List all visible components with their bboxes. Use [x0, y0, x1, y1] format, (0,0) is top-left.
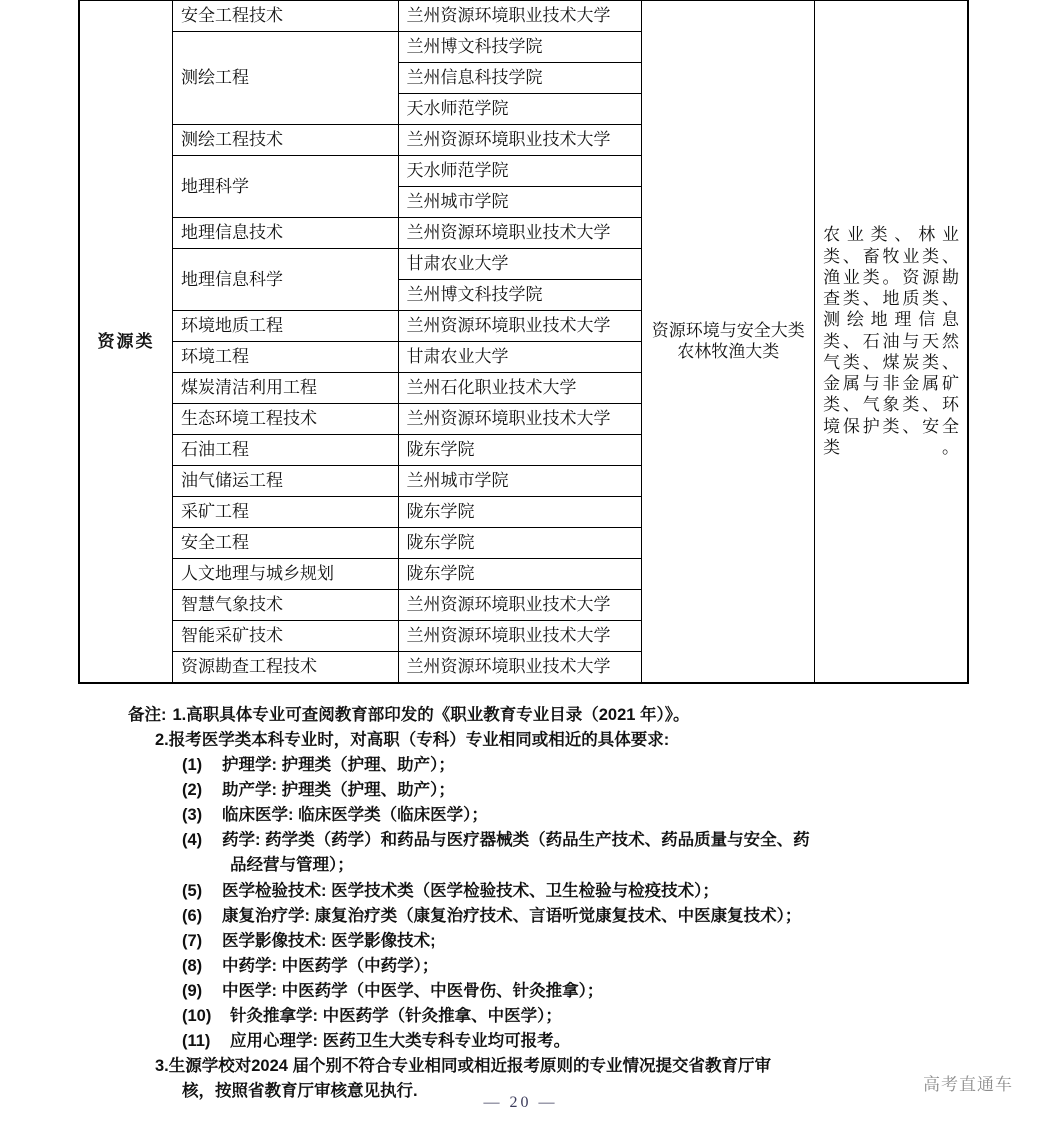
note-sub-item — [182, 828, 1041, 853]
note-sub-item-text: 医学检验技术: 医学技术类（医学检验技术、卫生检验与检疫技术）； — [222, 881, 719, 900]
note-sub-item — [182, 929, 1041, 954]
note-sub-item-index: (11) — [182, 1032, 211, 1051]
note-sub-item-index: (2) — [182, 781, 203, 800]
major-school-table — [78, 0, 969, 684]
school-cell: 甘肃农业大学 — [398, 342, 642, 373]
school-cell: 兰州资源环境职业技术大学 — [398, 404, 642, 435]
school-cell: 兰州资源环境职业技术大学 — [398, 1, 642, 32]
page-number: — 20 — — [483, 1094, 558, 1111]
note-sub-item-index: (3) — [182, 806, 203, 825]
note-sub-item — [182, 979, 1041, 1004]
school-cell: 天水师范学院 — [398, 156, 642, 187]
school-cell: 兰州资源环境职业技术大学 — [398, 311, 642, 342]
school-cell: 兰州资源环境职业技术大学 — [398, 621, 642, 652]
notes-label: 备注: — [128, 706, 167, 724]
note-sub-item-text: 中药学: 中医药学（中药学）； — [222, 956, 439, 975]
category-cell: 资源类 — [79, 1, 172, 683]
school-cell: 陇东学院 — [398, 435, 642, 466]
major-cell: 智能采矿技术 — [172, 621, 398, 652]
major-cell: 生态环境工程技术 — [172, 404, 398, 435]
school-cell: 甘肃农业大学 — [398, 249, 642, 280]
school-cell: 兰州石化职业技术大学 — [398, 373, 642, 404]
major-cell: 采矿工程 — [172, 497, 398, 528]
note-sub-item-text: 临床医学: 临床医学类（临床医学）； — [222, 806, 488, 825]
major-cell: 环境工程 — [172, 342, 398, 373]
note-sub-item-index: (6) — [182, 906, 203, 925]
note-sub-item-text: 助产学: 护理类（护理、助产）； — [222, 781, 455, 800]
school-cell: 兰州资源环境职业技术大学 — [398, 652, 642, 683]
note-sub-item — [182, 954, 1041, 979]
note-sub-item-index: (1) — [182, 756, 203, 775]
note-row-1 — [0, 703, 1041, 728]
school-cell: 兰州信息科技学院 — [398, 63, 642, 94]
note-sub-item — [182, 753, 1041, 778]
major-cell: 地理科学 — [172, 156, 398, 218]
school-cell: 陇东学院 — [398, 559, 642, 590]
note-sub-item-text: 应用心理学: 医药卫生大类专科专业均可报考。 — [230, 1032, 571, 1051]
special-categories-text: 农业类、林业类、畜牧业类、渔业类。资源勘查类、地质类、测绘地理信息类、石油与天然气类、煤炭类、金属与非金属矿类、气象类、环境保护类、安全类。 — [823, 225, 959, 457]
note-sub-item — [182, 904, 1041, 929]
note-sub-item-index: (7) — [182, 931, 203, 950]
school-cell: 兰州城市学院 — [398, 187, 642, 218]
major-cell: 石油工程 — [172, 435, 398, 466]
note-item-1: 1.高职具体专业可查阅教育部印发的《职业教育专业目录（2021 年）》。 — [172, 706, 690, 724]
note-sub-item-index: (9) — [182, 981, 203, 1000]
note-sub-item — [182, 1004, 1041, 1029]
major-cell: 智慧气象技术 — [172, 590, 398, 621]
watermark-text: 高考直通车 — [923, 1075, 1013, 1094]
note-sub-item — [182, 879, 1041, 904]
note-sub-item-index: (4) — [182, 831, 203, 850]
note-sub-item — [182, 1029, 1041, 1054]
table-row — [79, 1, 968, 32]
notes-section — [0, 703, 1041, 1104]
special-categories-cell — [815, 1, 968, 683]
school-cell: 兰州城市学院 — [398, 466, 642, 497]
major-cell: 资源勘查工程技术 — [172, 652, 398, 683]
major-cell: 安全工程技术 — [172, 1, 398, 32]
note-item-2: 2.报考医学类本科专业时，对高职（专科）专业相同或相近的具体要求: — [155, 731, 670, 750]
note-sub-item-continuation: 品经营与管理）； — [230, 856, 354, 875]
note-sub-item-index: (10) — [182, 1006, 212, 1025]
school-cell: 兰州资源环境职业技术大学 — [398, 590, 642, 621]
major-cell: 安全工程 — [172, 528, 398, 559]
note-sub-item-index: (8) — [182, 956, 203, 975]
major-cell: 油气储运工程 — [172, 466, 398, 497]
note-item-3-line-2: 核，按照省教育厅审核意见执行. — [182, 1082, 418, 1101]
school-cell: 兰州资源环境职业技术大学 — [398, 218, 642, 249]
note-sub-item-text: 针灸推拿学: 中医药学（针灸推拿、中医学）； — [230, 1006, 562, 1025]
major-cell: 地理信息科学 — [172, 249, 398, 311]
note-sub-item — [182, 803, 1041, 828]
big-category-line-1: 资源环境与安全大类 — [651, 321, 805, 340]
big-category-cell — [642, 1, 815, 683]
school-cell: 天水师范学院 — [398, 94, 642, 125]
note-item-3-line-1: 3.生源学校对2024 届个别不符合专业相同或相近报考原则的专业情况提交省教育厅审 — [155, 1057, 772, 1076]
school-cell: 兰州博文科技学院 — [398, 280, 642, 311]
major-cell: 环境地质工程 — [172, 311, 398, 342]
major-cell: 测绘工程 — [172, 32, 398, 125]
school-cell: 兰州资源环境职业技术大学 — [398, 125, 642, 156]
major-cell: 煤炭清洁利用工程 — [172, 373, 398, 404]
major-cell: 测绘工程技术 — [172, 125, 398, 156]
big-category-line-2: 农林牧渔大类 — [677, 342, 780, 362]
major-cell: 地理信息技术 — [172, 218, 398, 249]
note-sub-item — [182, 778, 1041, 803]
note-sub-item-text: 中医学: 中医药学（中医学、中医骨伤、针灸推拿）； — [222, 981, 604, 1000]
table-body — [79, 1, 968, 683]
note-sub-item-text: 康复治疗学: 康复治疗类（康复治疗技术、言语听觉康复技术、中医康复技术）； — [222, 906, 802, 925]
major-cell: 人文地理与城乡规划 — [172, 559, 398, 590]
school-cell: 兰州博文科技学院 — [398, 32, 642, 63]
major-school-table-container — [78, 0, 969, 684]
school-cell: 陇东学院 — [398, 497, 642, 528]
note-sub-item-text: 医学影像技术: 医学影像技术; — [222, 931, 436, 950]
school-cell: 陇东学院 — [398, 528, 642, 559]
note-sub-item-text: 药学: 药学类（药学）和药品与医疗器械类（药品生产技术、药品质量与安全、药 — [222, 831, 810, 850]
note-sub-item-index: (5) — [182, 881, 203, 900]
note-sub-item-text: 护理学: 护理类（护理、助产）； — [222, 756, 455, 775]
notes-sub-items — [0, 753, 1041, 1054]
